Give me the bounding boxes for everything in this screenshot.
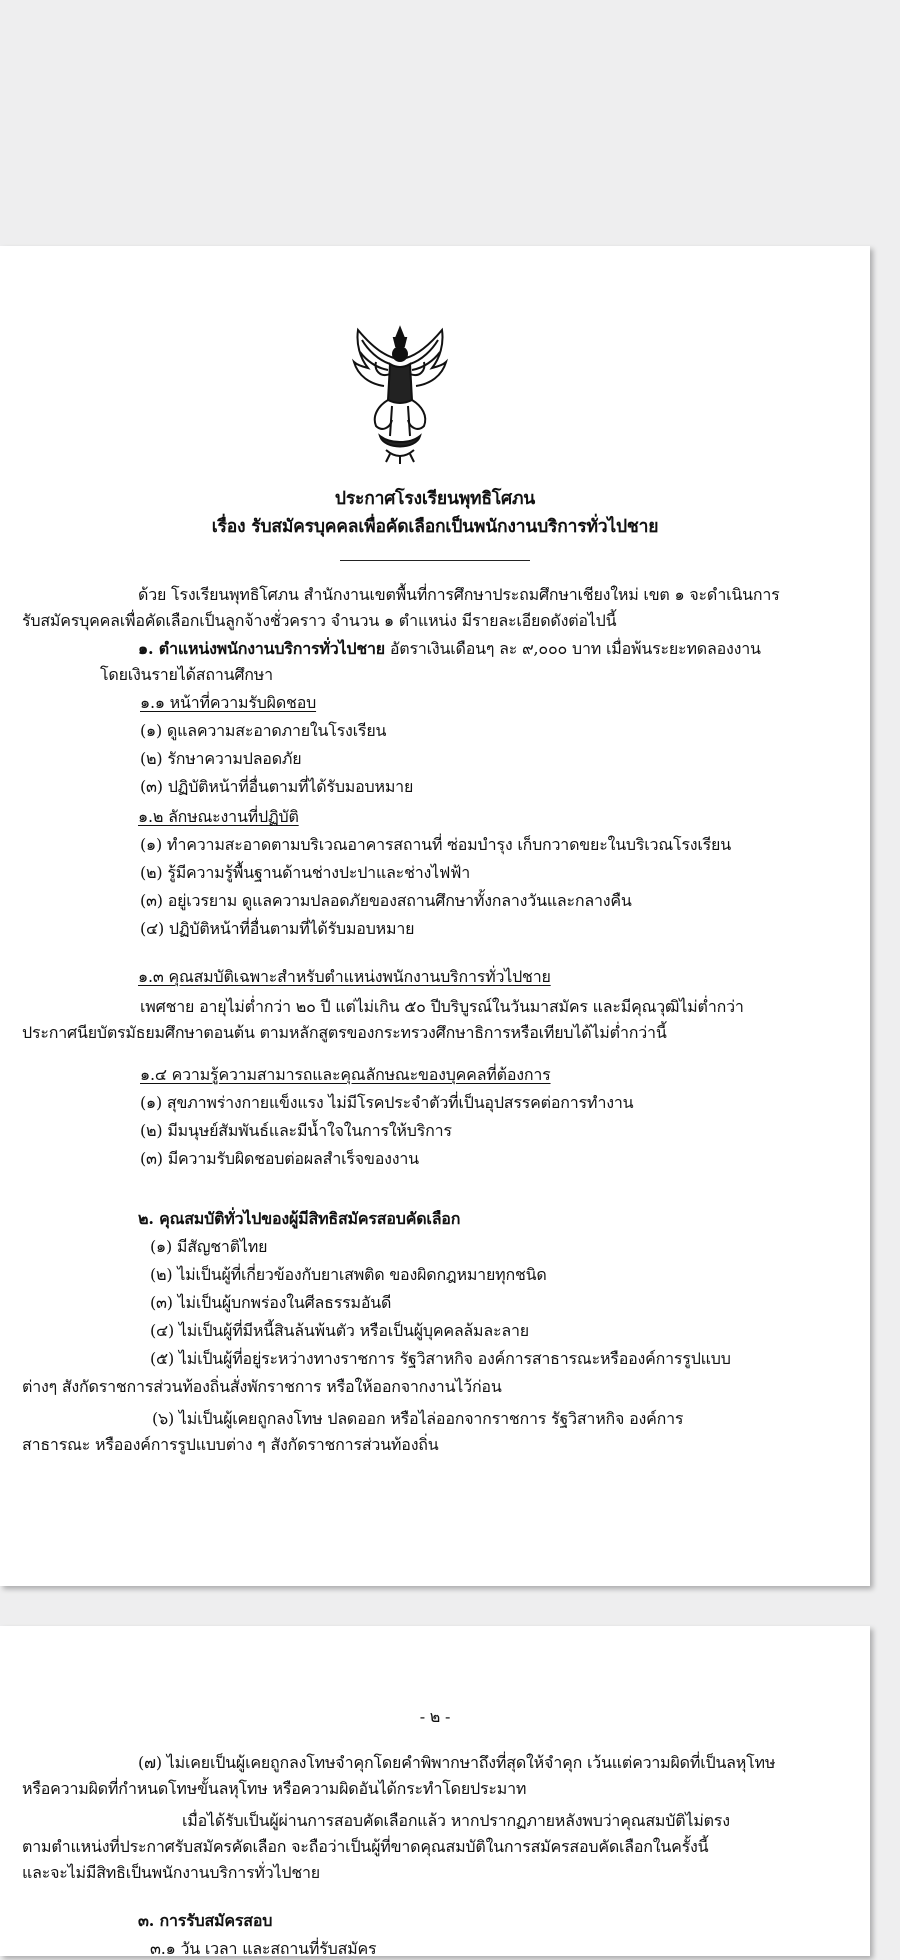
list-item-continuation: สาธารณะ หรือองค์การรูปแบบต่าง ๆ สังกัดราชการส่วนท้องถิ่น — [22, 1435, 439, 1454]
title-divider — [340, 560, 530, 561]
section-1-salary: อัตราเงินเดือนๆ ละ ๙,๐๐๐ บาท เมื่อพ้นระยะทดลองงาน — [384, 639, 761, 658]
section-1-heading-line — [138, 638, 761, 660]
list-item: (๓) ปฏิบัติหน้าที่อื่นตามที่ได้รับมอบหมาย — [140, 777, 414, 796]
paragraph-line-3: และจะไม่มีสิทธิเป็นพนักงานบริการทั่วไปชาย — [22, 1863, 320, 1882]
list-item: (๓) อยู่เวรยาม ดูแลความปลอดภัยของสถานศึกษาทั้งกลางวันและกลางคืน — [140, 891, 632, 910]
list-item: (๑) ดูแลความสะอาดภายในโรงเรียน — [140, 721, 387, 740]
paragraph-line-2: ตามตำแหน่งที่ประกาศรับสมัครคัดเลือก จะถือว่าเป็นผู้ที่ขาดคุณสมบัติในการสมัครสอบคัดเลือกในครั้งนี้ — [22, 1837, 709, 1856]
section-1-1-heading: ๑.๑ หน้าที่ความรับผิดชอบ — [140, 693, 317, 712]
list-item: (๔) ไม่เป็นผู้ที่มีหนี้สินล้นพ้นตัว หรือเป็นผู้บุคคลล้มละลาย — [150, 1321, 529, 1340]
announcement-subject: เรื่อง รับสมัครบุคคลเพื่อคัดเลือกเป็นพนักงานบริการทั่วไปชาย — [211, 517, 659, 537]
section-1-2-heading: ๑.๒ ลักษณะงานที่ปฏิบัติ — [138, 807, 299, 826]
section-1-3-heading: ๑.๓ คุณสมบัติเฉพาะสำหรับตำแหน่งพนักงานบริการทั่วไปชาย — [138, 967, 551, 986]
page-number: - ๒ - — [419, 1707, 451, 1726]
list-item: (๑) สุขภาพร่างกายแข็งแรง ไม่มีโรคประจำตัวที่เป็นอุปสรรคต่อการทำงาน — [140, 1093, 634, 1112]
list-item-continuation: หรือความผิดที่กำหนดโทษขั้นลหุโทษ หรือความผิดอันได้กระทำโดยประมาท — [22, 1779, 527, 1798]
list-item-continuation: ต่างๆ สังกัดราชการส่วนท้องถิ่นสั่งพักราชการ หรือให้ออกจากงานไว้ก่อน — [22, 1377, 502, 1396]
section-1-funding: โดยเงินรายได้สถานศึกษา — [100, 665, 273, 684]
list-item: (๑) มีสัญชาติไทย — [150, 1237, 268, 1256]
section-1-3-line-1: เพศชาย อายุไม่ต่ำกว่า ๒๐ ปี แต่ไม่เกิน ๕๐ ปีบริบูรณ์ในวันมาสมัคร และมีคุณวุฒิไม่ต่ำกว่า — [140, 997, 744, 1016]
list-item: (๒) มีมนุษย์สัมพันธ์และมีน้ำใจในการให้บริการ — [140, 1121, 452, 1140]
section-3-heading: ๓. การรับสมัครสอบ — [138, 1911, 273, 1930]
document-page-2 — [0, 1626, 870, 1956]
list-item: (๒) รู้มีความรู้พื้นฐานด้านช่างปะปาและช่างไฟฟ้า — [140, 863, 471, 882]
list-item: (๑) ทำความสะอาดตามบริเวณอาคารสถานที่ ซ่อมบำรุง เก็บกวาดขยะในบริเวณโรงเรียน — [140, 835, 731, 854]
list-item: (๓) ไม่เป็นผู้บกพร่องในศีลธรรมอันดี — [150, 1293, 392, 1312]
list-item: (๓) มีความรับผิดชอบต่อผลสำเร็จของงาน — [140, 1149, 419, 1168]
intro-line-2: รับสมัครบุคคลเพื่อคัดเลือกเป็นลูกจ้างชั่วคราว จำนวน ๑ ตำแหน่ง มีรายละเอียดดังต่อไปนี้ — [22, 611, 617, 630]
section-1-heading: ๑. ตำแหน่งพนักงานบริการทั่วไปชาย — [138, 639, 385, 658]
list-item: (๕) ไม่เป็นผู้ที่อยู่ระหว่างทางราชการ รัฐวิสาหกิจ องค์การสาธารณะหรือองค์การรูปแบบ — [150, 1349, 731, 1368]
paragraph-line-1: เมื่อได้รับเป็นผู้ผ่านการสอบคัดเลือกแล้ว หากปรากฏภายหลังพบว่าคุณสมบัติไม่ตรง — [182, 1811, 730, 1830]
garuda-emblem-icon — [350, 324, 450, 464]
document-page-1 — [0, 246, 870, 1586]
list-item: (๖) ไม่เป็นผู้เคยถูกลงโทษ ปลดออก หรือไล่ออกจากราชการ รัฐวิสาหกิจ องค์การ — [152, 1409, 684, 1428]
section-2-heading: ๒. คุณสมบัติทั่วไปของผู้มีสิทธิสมัครสอบคัดเลือก — [138, 1209, 461, 1228]
section-1-4-heading: ๑.๔ ความรู้ความสามารถและคุณลักษณะของบุคคลที่ต้องการ — [140, 1065, 551, 1084]
announcement-title: ประกาศโรงเรียนพุทธิโศภน — [334, 489, 536, 509]
intro-line-1: ด้วย โรงเรียนพุทธิโศภน สำนักงานเขตพื้นที่การศึกษาประถมศึกษาเชียงใหม่ เขต ๑ จะดำเนินการ — [138, 585, 780, 604]
list-item: (๔) ปฏิบัติหน้าที่อื่นตามที่ได้รับมอบหมาย — [140, 919, 415, 938]
list-item: (๒) ไม่เป็นผู้ที่เกี่ยวข้องกับยาเสพติด ของผิดกฎหมายทุกชนิด — [150, 1265, 547, 1284]
section-3-1-partial: ๓.๑ วัน เวลา และสถานที่รับสมัคร — [150, 1939, 377, 1958]
list-item: (๗) ไม่เคยเป็นผู้เคยถูกลงโทษจำคุกโดยคำพิพากษาถึงที่สุดให้จำคุก เว้นแต่ความผิดที่เป็นลหุโทษ — [138, 1753, 776, 1772]
section-1-3-line-2: ประกาศนียบัตรมัธยมศึกษาตอนต้น ตามหลักสูตรของกระทรวงศึกษาธิการหรือเทียบได้ไม่ต่ำกว่านี้ — [22, 1023, 667, 1042]
list-item: (๒) รักษาความปลอดภัย — [140, 749, 302, 768]
